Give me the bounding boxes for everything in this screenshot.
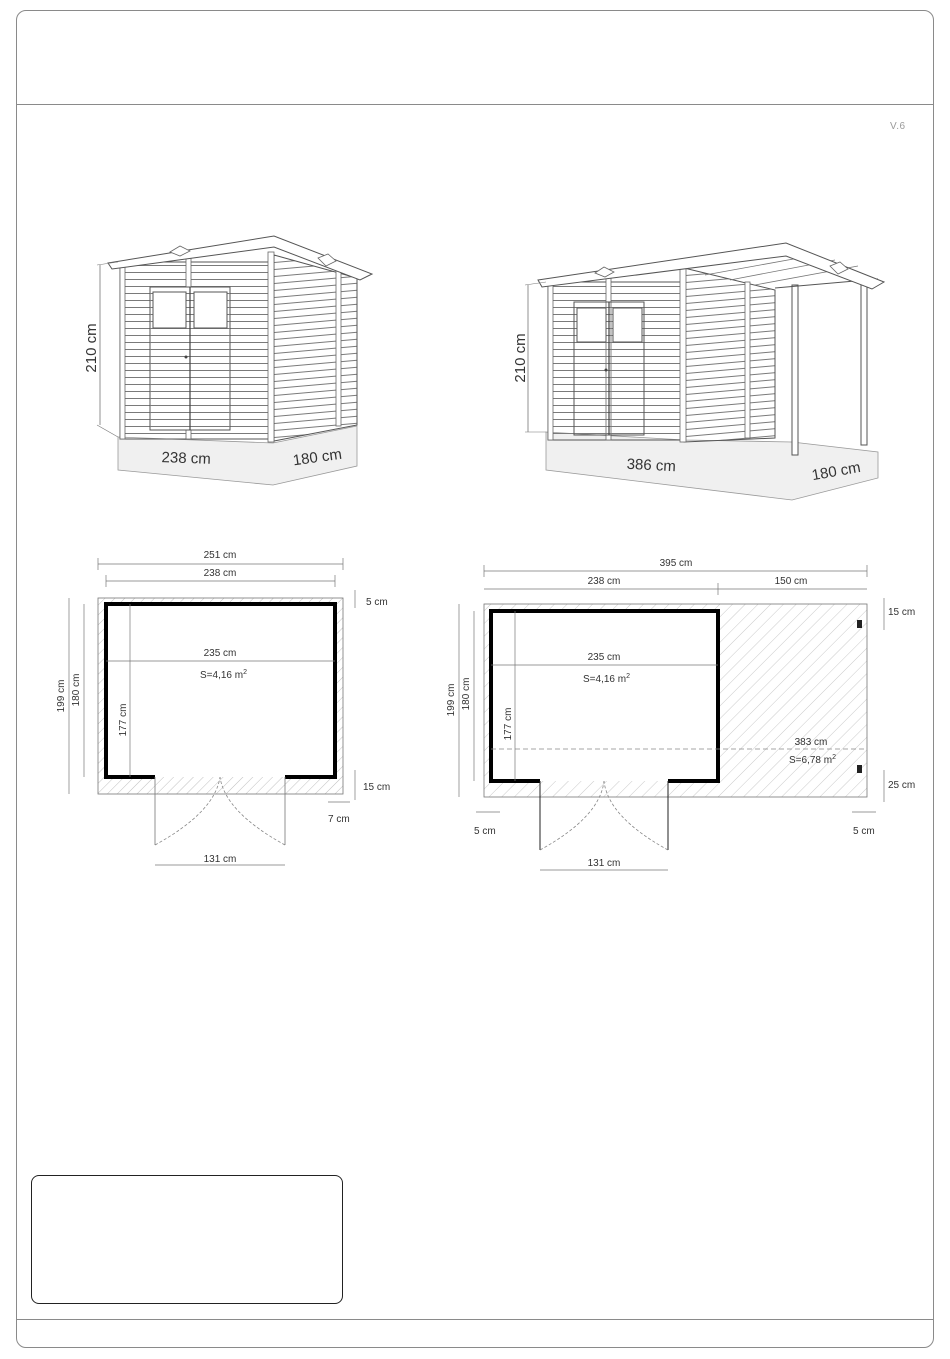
large-bottom-offset: 25 cm (888, 780, 916, 791)
small-height-label: 210 cm (83, 323, 100, 373)
large-top-offset: 15 cm (888, 607, 916, 618)
large-outer-depth: 199 cm (446, 683, 457, 717)
large-depth-label: 180 cm (810, 458, 862, 485)
large-area: S=4,16 $m^2$ (583, 673, 630, 685)
small-outer-width: 251 cm (203, 550, 237, 561)
small-top-offset: 5 cm (366, 597, 388, 608)
large-door-width: 131 cm (587, 858, 621, 869)
small-bottom-offset: 15 cm (363, 782, 391, 793)
small-side-offset: 7 cm (328, 814, 350, 825)
large-floor-width: 383 cm (794, 737, 828, 748)
large-floor-plan (459, 565, 884, 870)
small-depth-label: 180 cm (291, 445, 343, 470)
version-label: V.6 (890, 121, 906, 132)
small-wall-width: 238 cm (203, 568, 237, 579)
large-right-offset: 5 cm (853, 826, 875, 837)
small-inner-width: 235 cm (203, 648, 237, 659)
large-width-label: 386 cm (626, 455, 677, 476)
small-wall-depth: 180 cm (71, 673, 82, 707)
large-shed-view (525, 243, 884, 500)
small-inner-depth: 177 cm (118, 703, 129, 737)
large-canopy-width: 150 cm (774, 576, 808, 587)
small-door-width: 131 cm (203, 854, 237, 865)
small-width-label: 238 cm (161, 449, 212, 468)
large-floor-area: S=6,78 $m^2$ (789, 754, 836, 766)
large-left-offset: 5 cm (474, 826, 496, 837)
large-inner-width: 235 cm (587, 652, 621, 663)
large-wall-depth: 180 cm (461, 677, 472, 711)
large-inner-depth: 177 cm (503, 707, 514, 741)
small-outer-depth: 199 cm (56, 679, 67, 713)
small-area: S=4,16 $m^2$ (200, 669, 247, 681)
large-height-label: 210 cm (512, 333, 529, 383)
large-shed-width: 238 cm (587, 576, 621, 587)
small-floor-plan (69, 558, 355, 865)
large-total-width: 395 cm (659, 558, 693, 569)
